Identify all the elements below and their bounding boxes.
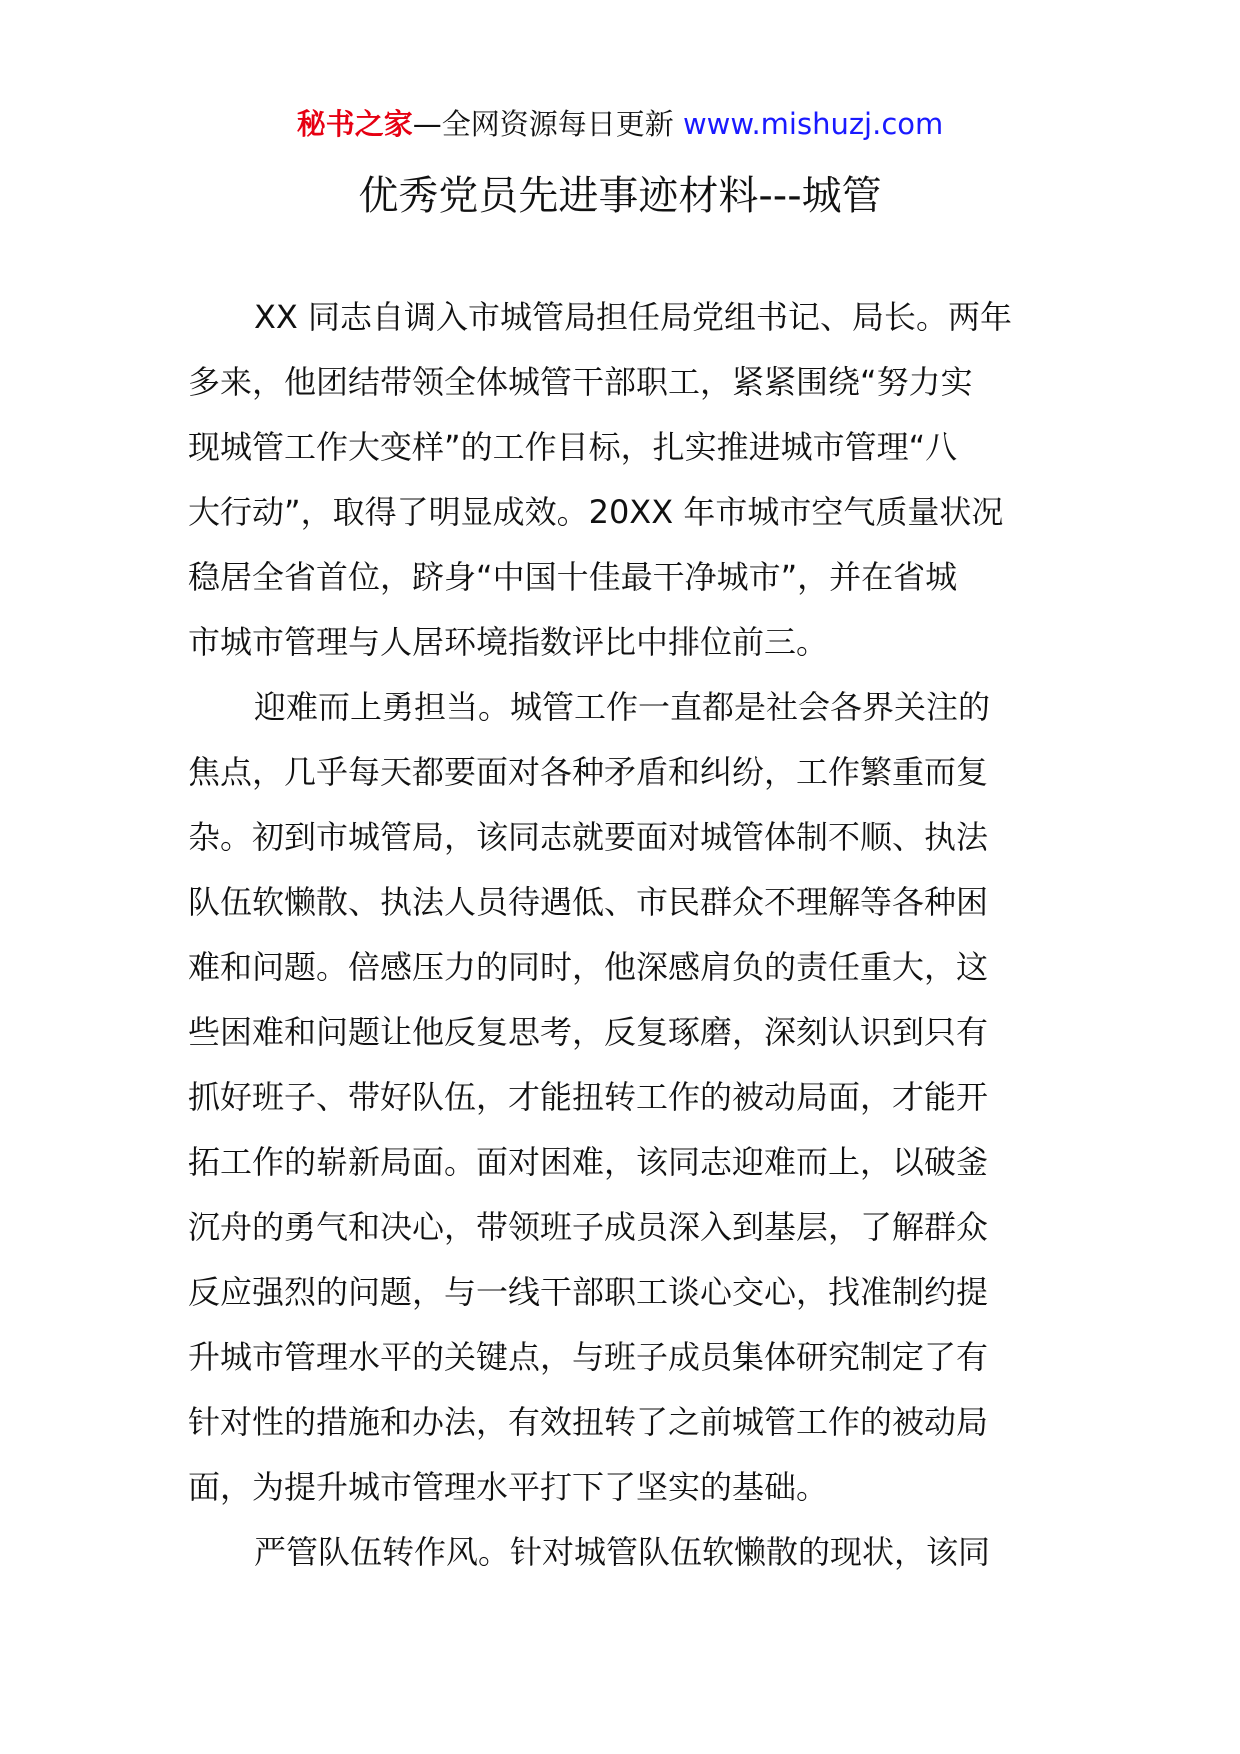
site-brand: 秘书之家 — [296, 107, 413, 141]
paragraph-line: 杂。初到市城管局，该同志就要面对城管体制不顺、执法 — [188, 818, 989, 856]
paragraph-line: 稳居全省首位，跻身“中国十佳最干净城市”，并在省城 — [188, 558, 958, 596]
paragraph-line: 现城管工作大变样”的工作目标，扎实推进城市管理“八 — [188, 428, 958, 466]
paragraph-line: 沉舟的勇气和决心，带领班子成员深入到基层，了解群众 — [188, 1208, 989, 1246]
paragraph-line: 抓好班子、带好队伍，才能扭转工作的被动局面，才能开 — [188, 1078, 989, 1116]
document-body — [188, 297, 1052, 1597]
site-url-link[interactable]: www.mishuzj.com — [682, 107, 944, 141]
paragraph-line: 拓工作的崭新局面。面对困难，该同志迎难而上，以破釜 — [188, 1143, 989, 1181]
paragraph-line: 难和问题。倍感压力的同时，他深感肩负的责任重大，这 — [188, 948, 989, 986]
paragraph-line: 严管队伍转作风。针对城管队伍软懒散的现状，该同 — [254, 1533, 991, 1571]
site-tagline: —全网资源每日更新 — [412, 107, 674, 141]
document-title: 优秀党员先进事迹材料---城管 — [358, 173, 882, 219]
paragraph-line: 多来，他团结带领全体城管干部职工，紧紧围绕“努力实 — [188, 363, 973, 401]
paragraph-line: 队伍软懒散、执法人员待遇低、市民群众不理解等各种困 — [188, 883, 989, 921]
paragraph-line: 反应强烈的问题，与一线干部职工谈心交心，找准制约提 — [188, 1273, 989, 1311]
paragraph-line: 市城市管理与人居环境指数评比中排位前三。 — [188, 623, 829, 661]
paragraph-line: 针对性的措施和办法，有效扭转了之前城管工作的被动局 — [188, 1403, 989, 1441]
paragraph-line: 些困难和问题让他反复思考，反复琢磨，深刻认识到只有 — [188, 1013, 989, 1051]
site-header — [0, 104, 1240, 144]
paragraph-line: 升城市管理水平的关键点，与班子成员集体研究制定了有 — [188, 1338, 989, 1376]
paragraph-line: 迎难而上勇担当。城管工作一直都是社会各界关注的 — [254, 688, 991, 726]
paragraph-line: 面，为提升城市管理水平打下了坚实的基础。 — [188, 1468, 829, 1506]
paragraph-line: XX 同志自调入市城管局担任局党组书记、局长。两年 — [254, 298, 1013, 336]
paragraph-line: 大行动”，取得了明显成效。20XX 年市城市空气质量状况 — [188, 493, 1004, 531]
paragraph-line: 焦点，几乎每天都要面对各种矛盾和纠纷，工作繁重而复 — [188, 753, 989, 791]
